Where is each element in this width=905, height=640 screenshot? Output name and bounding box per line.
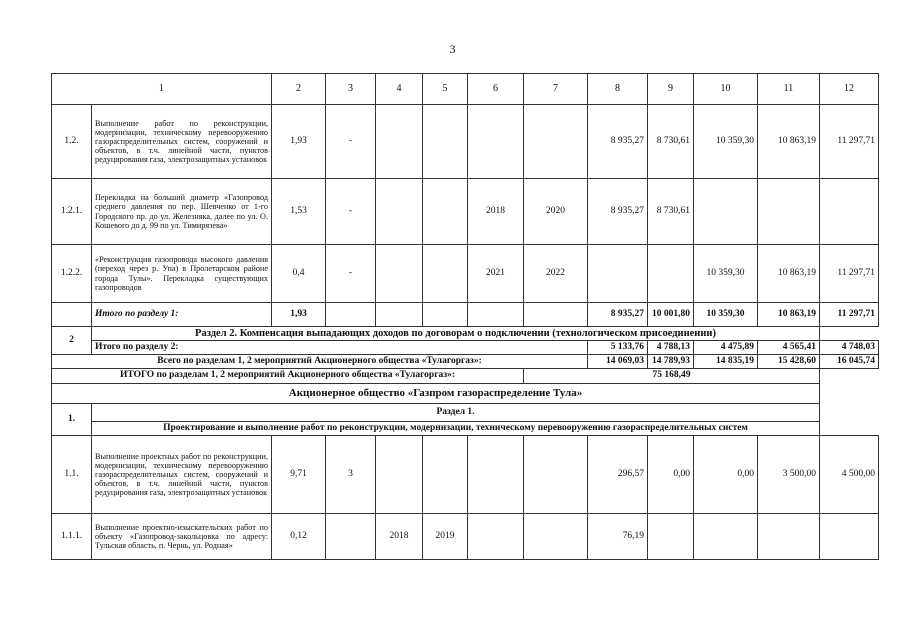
cell: 76,19 — [588, 514, 648, 560]
cell: 11 297,71 — [820, 105, 879, 179]
cell — [423, 105, 468, 179]
table-row — [52, 245, 879, 303]
cell — [524, 105, 588, 179]
cell — [758, 179, 820, 245]
cell: 10 359,30 — [694, 105, 758, 179]
cell — [588, 245, 648, 303]
header-cell: 3 — [326, 74, 376, 105]
total-label: Итого по разделу 2: — [92, 341, 588, 355]
cell: 0,12 — [272, 514, 326, 560]
grand-total-value: 75 168,49 — [524, 369, 820, 384]
cell: 4 475,89 — [694, 341, 758, 355]
cell: 8 730,61 — [648, 105, 694, 179]
cell — [468, 514, 524, 560]
cell — [376, 303, 423, 327]
cell — [376, 105, 423, 179]
row-number: 1.2.2. — [52, 245, 92, 303]
row-number: 1.2. — [52, 105, 92, 179]
cell: 16 045,74 — [820, 355, 879, 369]
section-row — [52, 404, 879, 422]
cell: 296,57 — [588, 436, 648, 514]
section-number: 1. — [52, 404, 92, 436]
cell: 14 789,93 — [648, 355, 694, 369]
cell — [326, 514, 376, 560]
section-subtitle-row — [52, 422, 879, 436]
cell: 10 863,19 — [758, 105, 820, 179]
header-cell: 7 — [524, 74, 588, 105]
section-row — [52, 327, 879, 341]
row-description: Выполнение проектных работ по реконструкции, модернизации, техническому перевооружению газораспределительных систем, сооружений и объектов, в т.ч. линейной части, пунктов редуцирования газа, электрозащитных установок — [92, 436, 272, 514]
cell: 0,00 — [648, 436, 694, 514]
row-number: 1.1. — [52, 436, 92, 514]
table-row-total — [52, 303, 879, 327]
cell: 4 788,13 — [648, 341, 694, 355]
table-row — [52, 105, 879, 179]
cell: 1,93 — [272, 105, 326, 179]
cell — [423, 303, 468, 327]
section-subtitle: Проектирование и выполнение работ по реконструкции, модернизации, техническому перевооружению газораспределительных систем — [92, 422, 820, 436]
cell — [524, 303, 588, 327]
section-title: Раздел 2. Компенсация выпадающих доходов по договорам о подключении (технологическом присоединении) — [92, 327, 820, 341]
row-description: Перекладка на больший диаметр «Газопровод среднего давления по пер. Шевченко от 1-го Городского пр. до ул. Железняка, далее по ул. О. Кошевого до д. 99 по ул. Тимирязева» — [92, 179, 272, 245]
cell: 15 428,60 — [758, 355, 820, 369]
section-number: 2 — [52, 327, 92, 355]
cell: 2018 — [376, 514, 423, 560]
cell: 11 297,71 — [820, 245, 879, 303]
table-row — [52, 514, 879, 560]
cell — [694, 514, 758, 560]
cell: 9,71 — [272, 436, 326, 514]
cell: 10 359,30 — [694, 245, 758, 303]
header-cell: 10 — [694, 74, 758, 105]
cell: 2020 — [524, 179, 588, 245]
cell: - — [326, 179, 376, 245]
total-label: Всего по разделам 1, 2 мероприятий Акционерного общества «Тулагоргаз»: — [52, 355, 588, 369]
total-label: Итого по разделу 1: — [92, 303, 272, 327]
cell: 4 748,03 — [820, 341, 879, 355]
row-number: 1.1.1. — [52, 514, 92, 560]
cell — [423, 179, 468, 245]
cell — [820, 514, 879, 560]
header-cell: 8 — [588, 74, 648, 105]
cell: 8 935,27 — [588, 105, 648, 179]
cell — [758, 514, 820, 560]
table-row — [52, 179, 879, 245]
cell: 3 500,00 — [758, 436, 820, 514]
cell — [423, 245, 468, 303]
cell — [326, 303, 376, 327]
cell — [524, 436, 588, 514]
cell: 8 935,27 — [588, 303, 648, 327]
cell: 10 001,80 — [648, 303, 694, 327]
page-number: 3 — [449, 42, 456, 56]
cell — [468, 436, 524, 514]
cell: 10 359,30 — [694, 303, 758, 327]
cell: 1,93 — [272, 303, 326, 327]
cell: 5 133,76 — [588, 341, 648, 355]
cell: - — [326, 245, 376, 303]
header-row — [52, 74, 879, 105]
cell: 4 500,00 — [820, 436, 879, 514]
cell — [524, 514, 588, 560]
cell — [376, 436, 423, 514]
header-cell: 12 — [820, 74, 879, 105]
cell: - — [326, 105, 376, 179]
cell: 14 069,03 — [588, 355, 648, 369]
cell — [648, 514, 694, 560]
header-cell: 6 — [468, 74, 524, 105]
cell: 2021 — [468, 245, 524, 303]
row-description: «Реконструкция газопровода высокого давления (переход через р. Упа) в Пролетарском районе города Тулы». Перекладка существующих газопроводов — [92, 245, 272, 303]
cell — [820, 179, 879, 245]
cell: 2022 — [524, 245, 588, 303]
cell — [423, 436, 468, 514]
header-cell: 1 — [52, 74, 272, 105]
table-row — [52, 436, 879, 514]
cell: 10 863,19 — [758, 303, 820, 327]
row-description: Выполнение работ по реконструкции, модернизации, техническому перевооружению газораспределительных систем, сооружений и объектов, в т.ч. линейной части, пунктов редуцирования газа, электрозащитных установок — [92, 105, 272, 179]
row-number: 1.2.1. — [52, 179, 92, 245]
cell: 8 730,61 — [648, 179, 694, 245]
cell: 3 — [326, 436, 376, 514]
cell: 14 835,19 — [694, 355, 758, 369]
table-row-grand-total — [52, 369, 879, 384]
cell — [694, 179, 758, 245]
cell — [468, 303, 524, 327]
header-cell: 2 — [272, 74, 326, 105]
cell: 1,53 — [272, 179, 326, 245]
cell: 0,4 — [272, 245, 326, 303]
header-cell: 9 — [648, 74, 694, 105]
cell — [52, 303, 92, 327]
section-title: Раздел 1. — [92, 404, 820, 422]
header-cell: 5 — [423, 74, 468, 105]
table-row-total — [52, 355, 879, 369]
cell — [376, 179, 423, 245]
cell: 4 565,41 — [758, 341, 820, 355]
grand-total-label: ИТОГО по разделам 1, 2 мероприятий Акционерного общества «Тулагоргаз»: — [52, 369, 524, 384]
row-description: Выполнение проектно-изыскательских работ по объекту «Газопровод-закольцовка по адресу: Тульская область, п. Чернь, ул. Родная» — [92, 514, 272, 560]
company-title: Акционерное общество «Газпром газораспределение Тула» — [52, 384, 820, 404]
cell: 2019 — [423, 514, 468, 560]
cell: 11 297,71 — [820, 303, 879, 327]
cell: 8 935,27 — [588, 179, 648, 245]
company-row — [52, 384, 879, 404]
cell: 0,00 — [694, 436, 758, 514]
table-row-total — [52, 341, 879, 355]
cell: 10 863,19 — [758, 245, 820, 303]
data-table — [51, 73, 879, 560]
cell — [468, 105, 524, 179]
cell — [648, 245, 694, 303]
header-cell: 11 — [758, 74, 820, 105]
cell — [376, 245, 423, 303]
header-cell: 4 — [376, 74, 423, 105]
cell: 2018 — [468, 179, 524, 245]
